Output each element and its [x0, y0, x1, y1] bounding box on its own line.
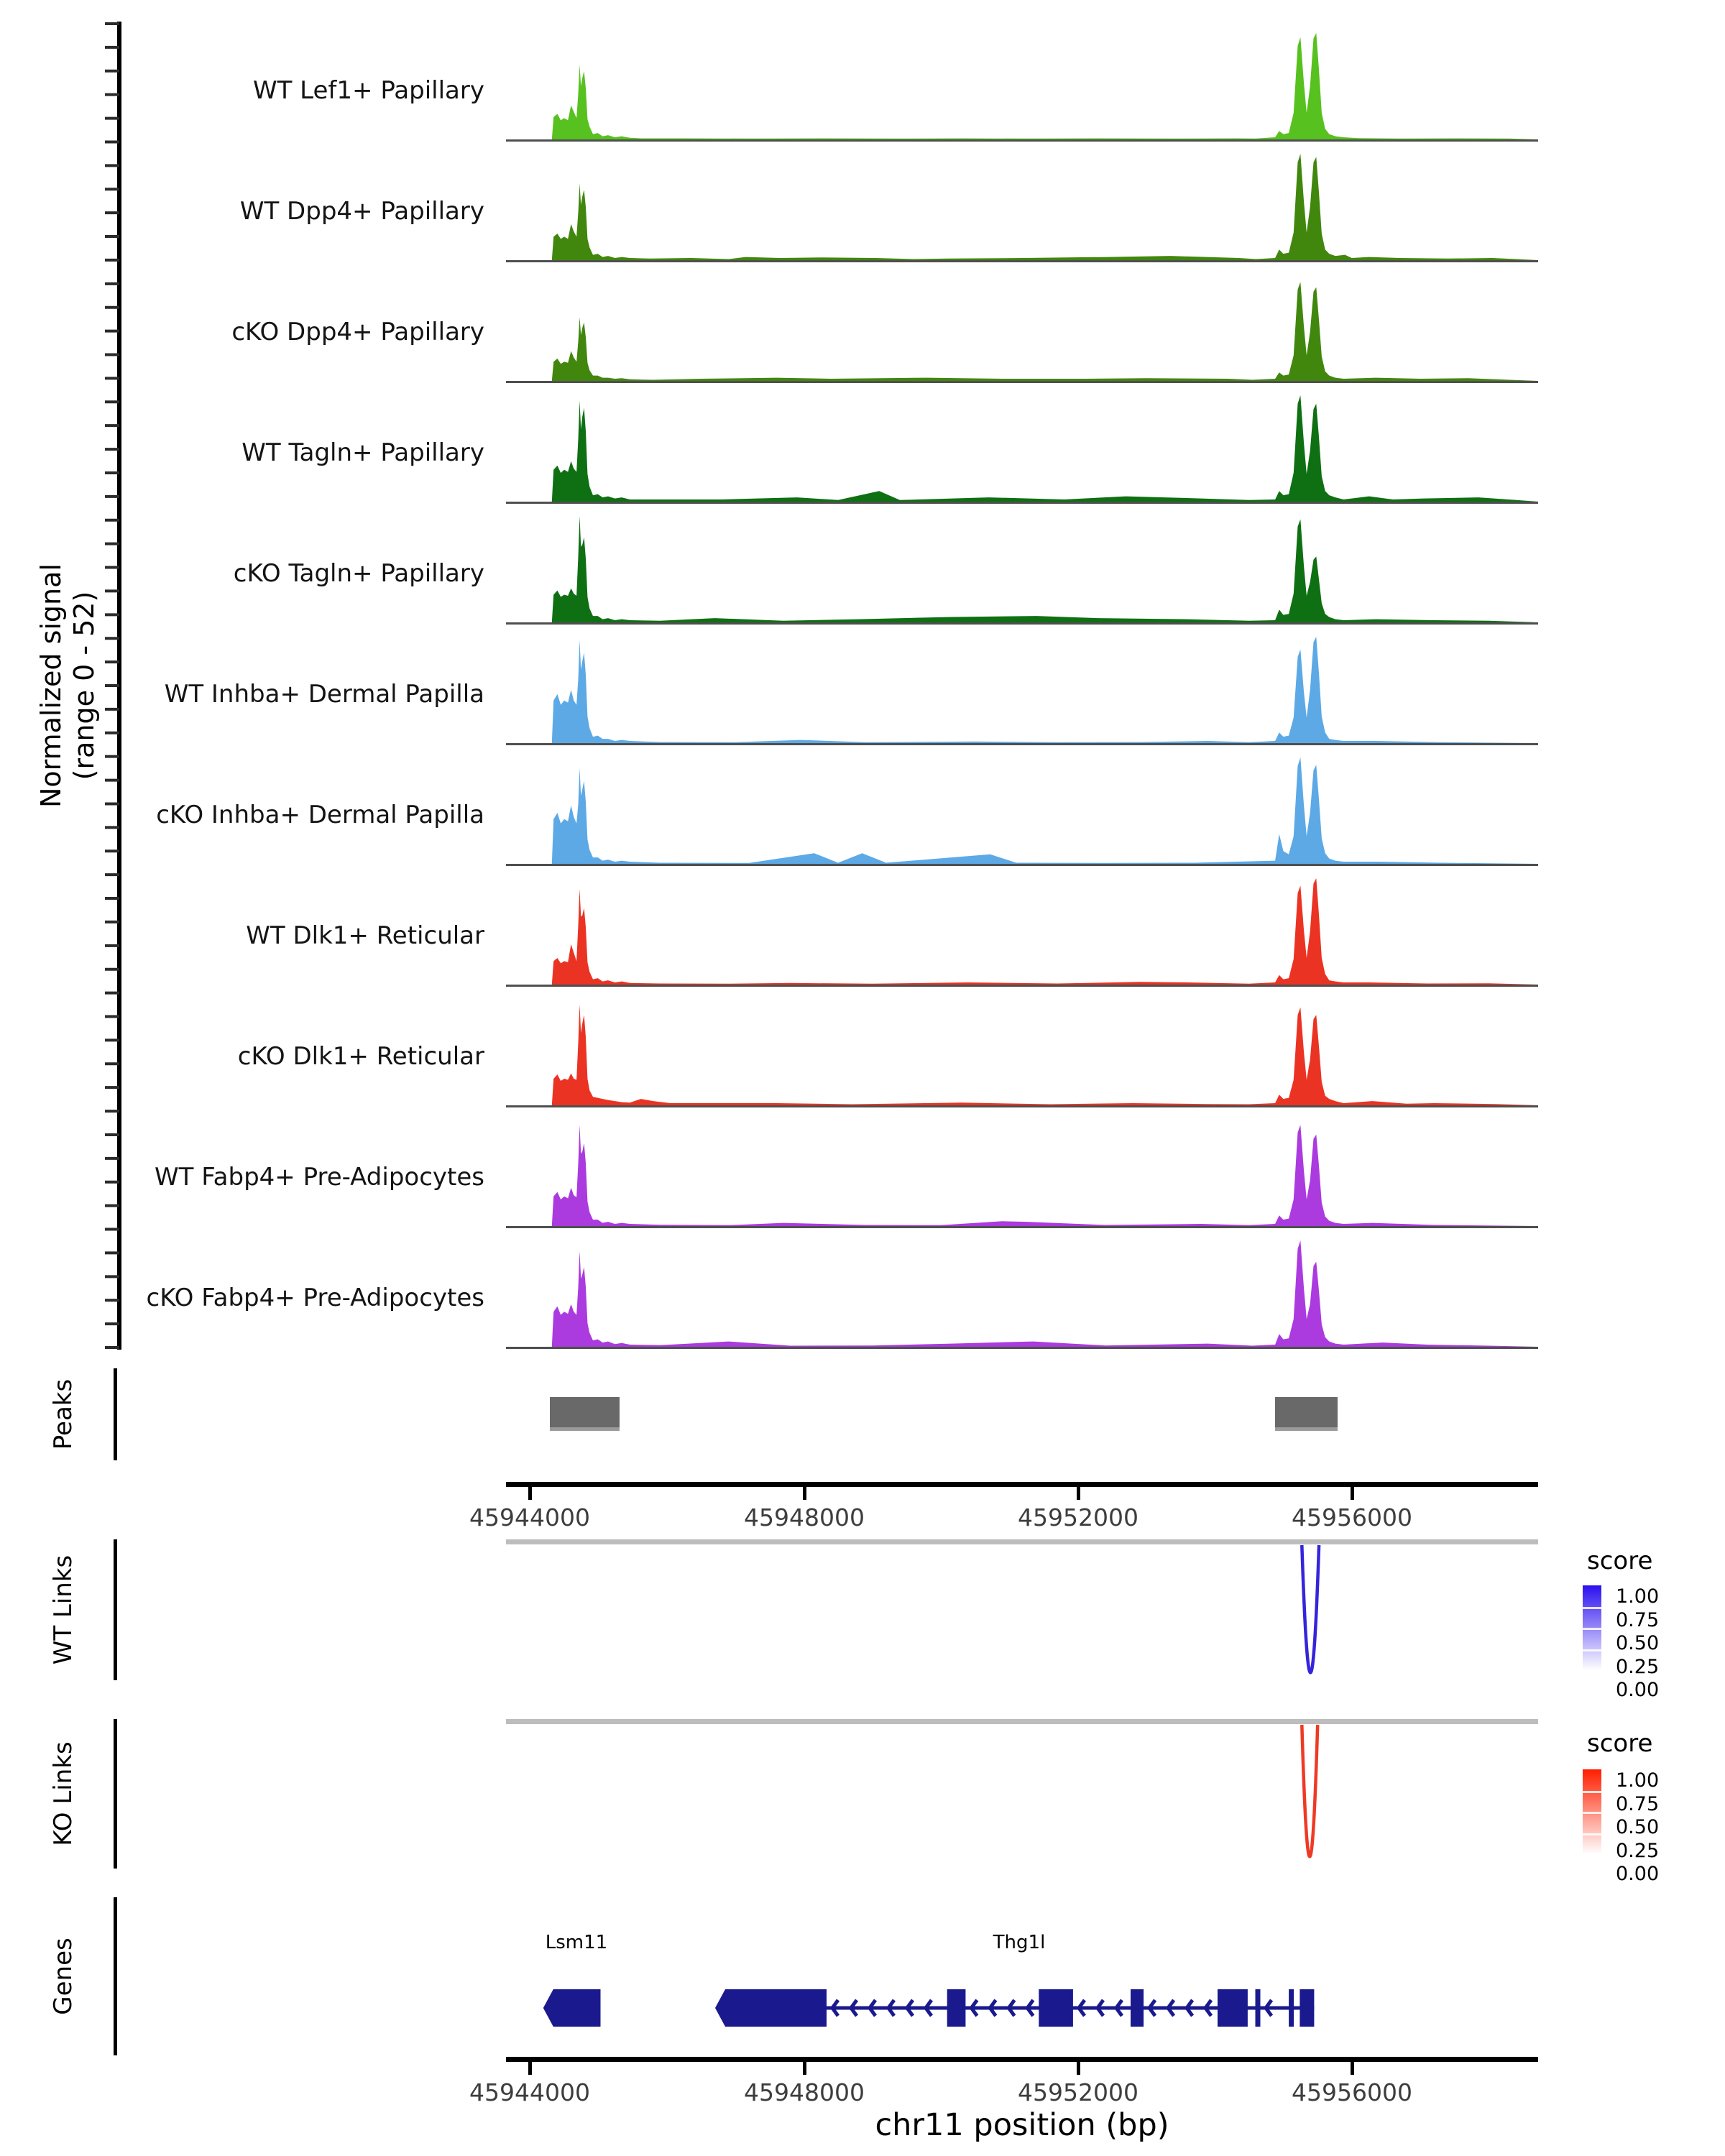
axis-tick — [1077, 2062, 1080, 2075]
coverage-area — [510, 33, 1538, 139]
gene-exon — [1039, 1989, 1073, 2027]
axis-tick — [1351, 2062, 1354, 2075]
coverage-track-label: cKO Dpp4+ Papillary — [231, 318, 484, 346]
ko-links-bracket — [114, 1719, 117, 1869]
y-axis-label-line1: Normalized signal — [35, 563, 68, 808]
coverage-track-label: WT Inhba+ Dermal Papilla — [164, 680, 484, 709]
legend-tick-label: 0.75 — [1616, 1793, 1660, 1815]
axis-tick-label: 45956000 — [1292, 2078, 1412, 2106]
legend-tick-dash — [1583, 1833, 1601, 1835]
coverage-area — [510, 282, 1538, 381]
links-baseline — [506, 1539, 1538, 1544]
links-baseline — [506, 1719, 1538, 1724]
gene-exon-arrow — [715, 1989, 827, 2027]
axis-tick-label: 45944000 — [469, 2078, 590, 2106]
axis-tick-label: 45948000 — [744, 2078, 865, 2106]
coverage-track-label: WT Fabp4+ Pre-Adipocytes — [155, 1163, 484, 1192]
wt-links-legend-title: score — [1587, 1547, 1653, 1575]
coverage-track-plot — [506, 625, 1538, 746]
peaks-bracket — [114, 1368, 117, 1460]
coverage-area — [510, 878, 1538, 985]
legend-tick-dash — [1583, 1791, 1601, 1793]
links-plot — [506, 1544, 1538, 1681]
coverage-area — [510, 395, 1538, 502]
legend-tick-label: 0.00 — [1616, 1679, 1660, 1701]
peaks-section-label: Peaks — [49, 1378, 78, 1450]
coverage-track-label: WT Dpp4+ Papillary — [239, 197, 484, 226]
link-arc — [1302, 1545, 1319, 1673]
legend-tick-label: 0.25 — [1616, 1840, 1660, 1862]
legend-tick-label: 0.50 — [1616, 1816, 1660, 1838]
coverage-area — [510, 1125, 1538, 1226]
peak-region-bar — [1275, 1397, 1338, 1431]
coverage-area — [510, 1240, 1538, 1347]
coverage-track-plot — [506, 22, 1538, 142]
coverage-area — [510, 154, 1538, 260]
ko-links-section-label: KO Links — [49, 1741, 78, 1846]
legend-tick-dash — [1583, 1628, 1601, 1630]
coverage-track-plot — [506, 384, 1538, 505]
axis-tick — [1351, 1487, 1354, 1500]
axis-line — [506, 1482, 1538, 1487]
genes-section-label: Genes — [49, 1938, 78, 2015]
coverage-track-plot — [506, 1229, 1538, 1350]
coverage-track-label: cKO Dlk1+ Reticular — [237, 1042, 484, 1071]
coverage-track-label: WT Dlk1+ Reticular — [246, 921, 484, 950]
legend-tick-dash — [1583, 1607, 1601, 1609]
coverage-track-plot — [506, 505, 1538, 625]
gene-name-label: Lsm11 — [545, 1932, 608, 1953]
coverage-area — [510, 516, 1538, 622]
y-axis-label-line2: (range 0 - 52) — [68, 591, 100, 780]
coverage-track-plot — [506, 746, 1538, 867]
gene-exon — [1131, 1989, 1144, 2027]
legend-tick-label: 0.25 — [1616, 1656, 1660, 1678]
axis-tick-label: 45952000 — [1018, 1503, 1138, 1531]
gene-exon-arrow — [543, 1989, 601, 2027]
coverage-track-label: WT Tagln+ Papillary — [242, 438, 484, 467]
coverage-area — [510, 637, 1538, 743]
gene-name-label: Thg1l — [993, 1932, 1046, 1953]
peak-region-bar — [550, 1397, 620, 1431]
axis-tick-label: 45956000 — [1292, 1503, 1412, 1531]
coverage-track-label: cKO Fabp4+ Pre-Adipocytes — [146, 1284, 484, 1312]
legend-tick-dash — [1583, 1649, 1601, 1651]
axis-tick — [528, 2062, 532, 2075]
axis-tick-label: 45948000 — [744, 1503, 865, 1531]
wt-links-bracket — [114, 1539, 117, 1680]
gene-exon — [1256, 1989, 1261, 2027]
coverage-track-plot — [506, 987, 1538, 1108]
genes-plot — [506, 1926, 1538, 2055]
coverage-track-plot — [506, 1108, 1538, 1229]
legend-tick-label: 1.00 — [1616, 1585, 1660, 1608]
legend-tick-label: 1.00 — [1616, 1769, 1660, 1792]
axis-line — [506, 2057, 1538, 2062]
genes-bracket — [114, 1897, 117, 2055]
y-axis-label — [34, 434, 103, 937]
legend-tick-dash — [1583, 1812, 1601, 1814]
coverage-track-plot — [506, 142, 1538, 263]
coverage-area — [510, 1004, 1538, 1105]
axis-tick — [528, 1487, 532, 1500]
ko-links-legend-title: score — [1587, 1729, 1653, 1758]
axis-tick — [803, 1487, 806, 1500]
gene-exon — [947, 1989, 966, 2027]
wt-links-section-label: WT Links — [49, 1554, 78, 1665]
coverage-track-label: WT Lef1+ Papillary — [252, 76, 484, 105]
gene-exon — [1300, 1989, 1314, 2027]
axis-tick-label: 45944000 — [469, 1503, 590, 1531]
coverage-track-label: cKO Inhba+ Dermal Papilla — [156, 801, 484, 829]
links-plot — [506, 1724, 1538, 1868]
legend-tick-label: 0.50 — [1616, 1632, 1660, 1654]
x-axis-title: chr11 position (bp) — [875, 2107, 1169, 2143]
coverage-track-plot — [506, 867, 1538, 987]
coverage-track-label: cKO Tagln+ Papillary — [233, 559, 484, 588]
link-arc — [1302, 1725, 1317, 1857]
legend-tick-label: 0.00 — [1616, 1863, 1660, 1885]
gene-exon — [1218, 1989, 1248, 2027]
axis-tick — [1077, 1487, 1080, 1500]
coverage-track-plot — [506, 263, 1538, 384]
axis-tick — [803, 2062, 806, 2075]
gene-exon — [1289, 1989, 1294, 2027]
legend-tick-label: 0.75 — [1616, 1609, 1660, 1631]
coverage-area — [510, 757, 1538, 864]
axis-tick-label: 45952000 — [1018, 2078, 1138, 2106]
